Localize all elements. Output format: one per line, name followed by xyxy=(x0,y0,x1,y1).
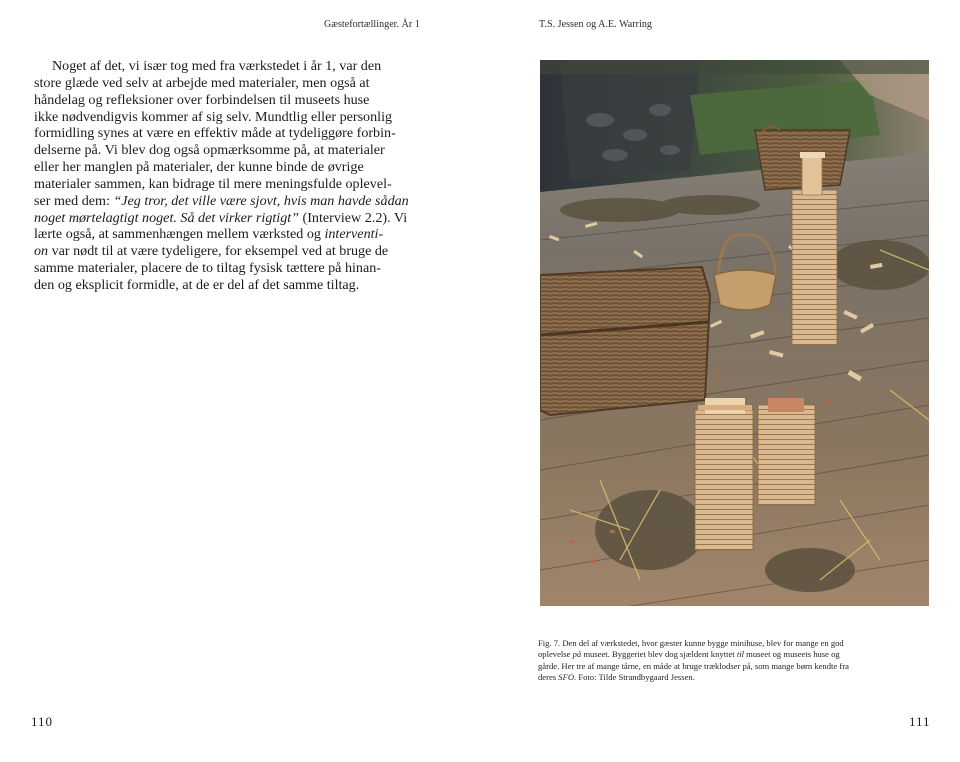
paragraph-line xyxy=(34,193,418,210)
paragraph-line xyxy=(34,243,418,260)
figure-caption xyxy=(538,638,932,684)
text-segment: ser med dem: xyxy=(34,192,114,209)
caption-line xyxy=(538,661,932,672)
text-segment: håndelag og refleksioner over forbindelsen til museets huse xyxy=(34,91,370,108)
wicker-basket-large xyxy=(540,267,710,415)
paragraph-line xyxy=(34,58,418,75)
italic-text: on xyxy=(34,243,49,260)
paragraph-line xyxy=(34,142,418,159)
page-number-right: 111 xyxy=(909,714,931,729)
text-segment: samme materialer, placere de to tiltag fysisk tættere på hinan- xyxy=(34,260,381,277)
text-segment: lærte også, at sammenhængen mellem værksted og xyxy=(34,226,325,243)
text-segment: oplevelse xyxy=(538,649,573,660)
text-segment: (Interview 2.2). Vi xyxy=(299,209,408,226)
paragraph-line xyxy=(34,125,418,142)
text-segment: store glæde ved selv at arbejde med materialer, men også at xyxy=(34,74,370,91)
right-page xyxy=(480,0,960,762)
text-segment: museet og museets huse og xyxy=(744,649,840,660)
page-number-left: 110 xyxy=(31,714,54,729)
block-tower-right xyxy=(758,398,815,505)
paragraph-line xyxy=(34,92,418,109)
text-segment: formidling synes at være en effektiv måde at tydeliggøre forbin- xyxy=(34,125,396,142)
italic-text: noget mørtelagtigt noget. Så det virker rigtigt” xyxy=(34,209,300,226)
paragraph-line xyxy=(34,226,418,243)
text-segment: Noget af det, vi især tog med fra værkstedet i år 1, var den xyxy=(52,58,382,74)
italic-text: SFO xyxy=(558,672,575,683)
text-segment: den og eksplicit formidle, at de er del af det samme tiltag. xyxy=(34,276,360,293)
text-segment: var nødt til at være tydeligere, for eksempel ved at bruge de xyxy=(48,243,389,260)
caption-line xyxy=(538,638,932,649)
paragraph-line xyxy=(34,75,418,92)
paragraph-line xyxy=(34,210,418,227)
italic-text: til xyxy=(736,649,744,660)
text-segment: materialer sammen, kan bidrage til mere meningsfulde oplevel- xyxy=(34,175,392,192)
photo-illustration xyxy=(540,60,929,606)
paragraph-line xyxy=(34,260,418,277)
running-head-left: Gæstefortællinger. År 1 xyxy=(324,19,420,30)
italic-text: “Jeg tror, det ville være sjovt, hvis man havde sådan xyxy=(113,192,409,209)
text-segment: Fig. 7. Den del af værkstedet, hvor gæster kunne bygge minihuse, blev for mange en god xyxy=(538,638,844,648)
text-segment: deres xyxy=(538,672,559,683)
figure-photo xyxy=(540,60,929,606)
paragraph-line xyxy=(34,109,418,126)
stone-wall xyxy=(560,60,700,180)
running-head-right: T.S. Jessen og A.E. Warring xyxy=(539,19,652,30)
wicker-basket-small xyxy=(714,270,776,310)
text-segment: ikke nødvendigvis kommer af sig selv. Mundtlig eller personlig xyxy=(34,108,393,125)
text-segment: gårde. Her tre af mange tårne, en måde at bruge træklodser på, som mange børn kendte fra xyxy=(538,660,849,671)
text-segment: delserne på. Vi blev dog også opmærksomme på, at materialer xyxy=(34,142,385,159)
caption-line xyxy=(538,672,932,683)
text-segment: . Foto: Tilde Strandbygaard Jessen. xyxy=(574,672,695,683)
paragraph-line xyxy=(34,159,418,176)
text-segment: museet. Byggeriet blev dog sjældent knyttet xyxy=(581,649,737,660)
italic-text: interventi- xyxy=(324,226,384,243)
paragraph-line xyxy=(34,277,418,294)
italic-text: på xyxy=(572,649,582,660)
caption-line xyxy=(538,649,932,660)
text-segment: eller her manglen på materialer, der kunne binde de øvrige xyxy=(34,159,364,176)
paragraph-line xyxy=(34,176,418,193)
block-tower-left xyxy=(695,398,753,550)
body-paragraph xyxy=(34,58,418,294)
